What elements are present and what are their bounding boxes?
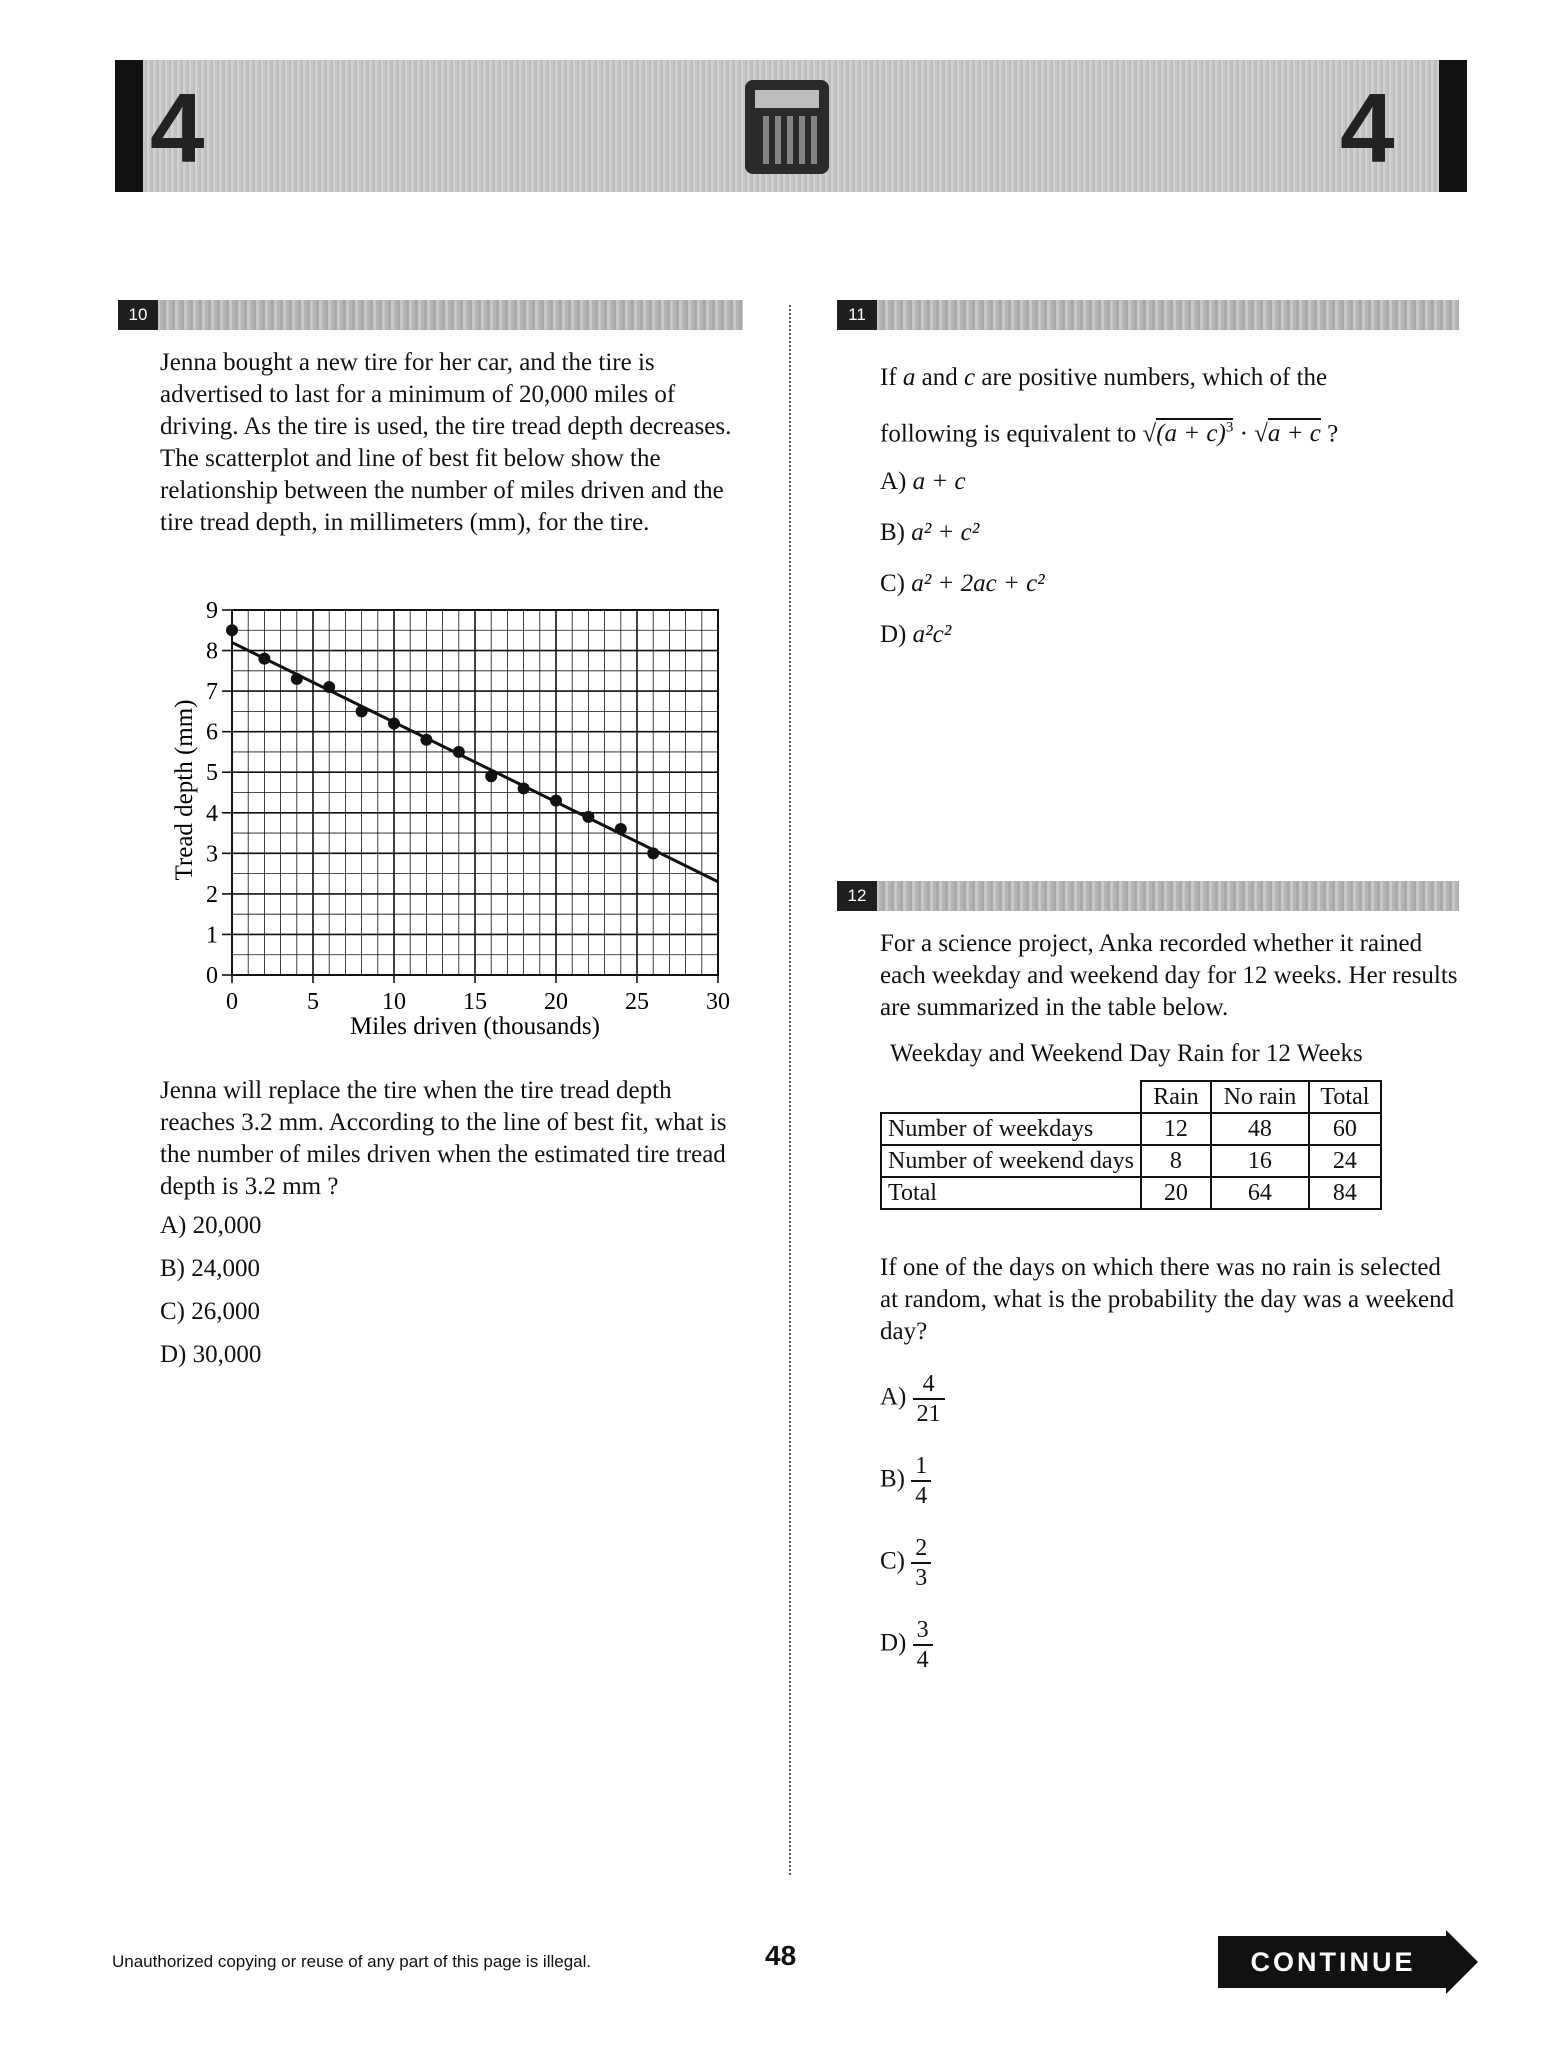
question-11-bar <box>837 300 1459 330</box>
option-d[interactable]: D) a²c² <box>880 621 952 648</box>
continue-arrow-icon <box>1446 1930 1478 1994</box>
y-tick-label: 8 <box>206 638 218 665</box>
option-b[interactable]: B) $\frac{1}{4}$ <box>880 1452 945 1510</box>
y-tick-label: 1 <box>206 922 218 949</box>
question-number: 12 <box>837 881 877 911</box>
option-c[interactable]: C) 26,000 <box>160 1298 260 1325</box>
y-tick-label: 9 <box>206 598 218 624</box>
data-point <box>647 847 659 859</box>
y-tick-label: 6 <box>206 719 218 746</box>
page-number: 48 <box>765 1940 797 1971</box>
data-point <box>453 746 465 758</box>
y-tick-label: 7 <box>206 679 218 706</box>
question-12-intro: For a science project, Anka recorded whether it rained each weekday and weekend day for 12 weeks. Her results are summarized in the table below. <box>880 930 1458 1021</box>
rain-table <box>880 1080 1382 1210</box>
table-header-row: Rain No rain Total <box>881 1081 1381 1113</box>
calculator-icon <box>745 80 829 174</box>
y-tick-label: 4 <box>206 800 218 827</box>
option-b[interactable]: B) 24,000 <box>160 1255 260 1282</box>
question-11-stem: If a and c are positive numbers, which of the following is equivalent to $√(a + c)^3 \cdot √a + c$ ? <box>880 364 1339 448</box>
x-tick-label: 30 <box>706 989 730 1015</box>
data-point <box>291 673 303 685</box>
data-point <box>258 653 270 665</box>
question-number: 11 <box>837 300 877 330</box>
data-point <box>388 718 400 730</box>
y-tick-label: 5 <box>206 760 218 787</box>
header-right-bar <box>1439 60 1467 192</box>
x-tick-label: 20 <box>544 989 568 1015</box>
question-10-options <box>160 1210 261 1371</box>
x-tick-label: 10 <box>382 989 406 1015</box>
question-12-bar <box>837 881 1459 911</box>
y-tick-label: 0 <box>206 963 218 989</box>
data-point <box>518 782 530 794</box>
x-tick-label: 25 <box>625 989 649 1015</box>
header-left-bar <box>115 60 143 192</box>
data-point <box>323 681 335 693</box>
x-axis-label: Miles driven (thousands) <box>350 1013 600 1040</box>
x-tick-label: 15 <box>463 989 487 1015</box>
data-point <box>226 624 238 636</box>
option-a[interactable]: A) a + c <box>880 468 966 495</box>
option-a[interactable]: A) $\frac{4}{21}$ <box>880 1370 945 1428</box>
question-12-options <box>880 1370 945 1674</box>
x-tick-label: 5 <box>307 989 319 1015</box>
option-c[interactable]: C) a² + 2ac + c² <box>880 570 1045 597</box>
copyright-notice: Unauthorized copying or reuse of any part of this page is illegal. <box>112 1952 592 1971</box>
data-point <box>582 811 594 823</box>
question-number: 10 <box>118 300 158 330</box>
y-tick-label: 2 <box>206 881 218 908</box>
section-number-left: 4 <box>150 73 205 183</box>
data-point <box>356 705 368 717</box>
x-tick-label: 0 <box>226 989 238 1015</box>
table-title: Weekday and Weekend Day Rain for 12 Weeks <box>890 1040 1363 1067</box>
table-row: Number of weekdays 12 48 60 <box>881 1113 1381 1145</box>
question-11-options <box>880 466 1045 651</box>
column-divider <box>789 305 791 1875</box>
option-a[interactable]: A) 20,000 <box>160 1212 262 1239</box>
question-10-intro: Jenna bought a new tire for her car, and the tire is advertised to last for a minimum of 20,000 miles of driving. As the tire is used, the tire tread depth decreases. The scatterplot and line of best fit below show the relationship between the number of miles driven and the tire tread depth, in millimeters (mm), for the tire. <box>160 349 732 536</box>
question-10-bar <box>118 300 743 330</box>
y-axis-label: Tread depth (mm) <box>171 699 198 881</box>
y-tick-label: 3 <box>206 841 218 868</box>
radical-sign: √ <box>1142 420 1157 448</box>
data-point <box>615 823 627 835</box>
data-point <box>420 734 432 746</box>
radical-sign: √ <box>1254 420 1268 448</box>
continue-button[interactable]: CONTINUE <box>1218 1936 1448 1988</box>
table-row: Number of weekend days 8 16 24 <box>881 1145 1381 1177</box>
question-12-stem: If one of the days on which there was no rain is selected at random, what is the probability the day was a weekend day? <box>880 1254 1455 1345</box>
table-row: Total 20 64 84 <box>881 1177 1381 1209</box>
section-number-right: 4 <box>1340 73 1395 183</box>
tread-depth-scatterplot <box>160 590 760 1050</box>
option-b[interactable]: B) a² + c² <box>880 519 980 546</box>
data-point <box>485 770 497 782</box>
data-point <box>550 795 562 807</box>
question-10-stem: Jenna will replace the tire when the tire tread depth reaches 3.2 mm. According to the line of best fit, what is the number of miles driven when the estimated tire tread depth is 3.2 mm ? <box>160 1077 727 1200</box>
option-c[interactable]: C) $\frac{2}{3}$ <box>880 1534 945 1592</box>
option-d[interactable]: D) $\frac{3}{4}$ <box>880 1616 945 1674</box>
option-d[interactable]: D) 30,000 <box>160 1341 262 1368</box>
